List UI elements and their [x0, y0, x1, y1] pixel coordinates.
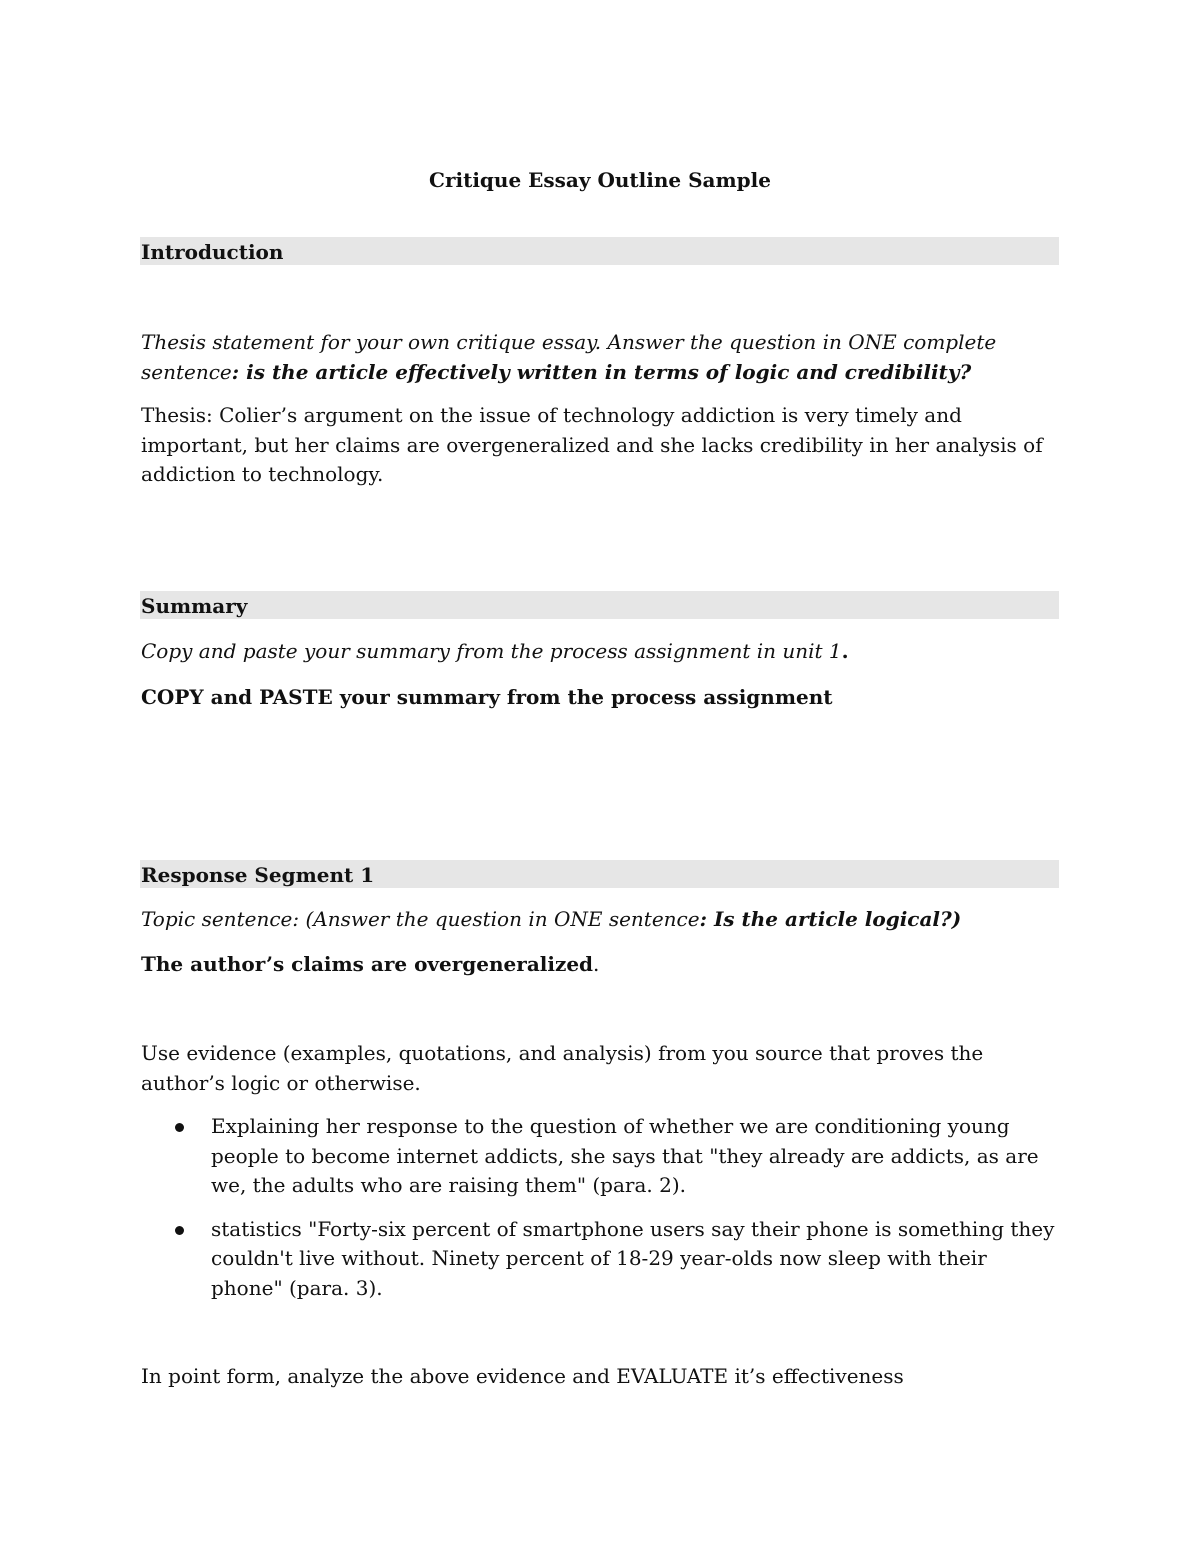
claim-sentence: [141, 950, 1061, 980]
evidence-bullet: [141, 1215, 1061, 1304]
document-title: Critique Essay Outline Sample: [429, 168, 771, 192]
evidence-bullet: [141, 1112, 1061, 1201]
summary-instruction-italic: Copy and paste your summary from the process assignment in unit 1: [141, 639, 842, 663]
bullet-dot-icon: [175, 1226, 184, 1235]
thesis-prompt-bold: : is the article effectively written in terms of logic and credibility?: [231, 359, 972, 384]
summary-heading: Summary: [141, 594, 248, 618]
thesis-statement: Thesis: Colier’s argument on the issue of technology addiction is very timely and important, but her claims are overgeneralized and she lacks credibility in her analysis of addiction to technology.: [141, 403, 1043, 486]
summary-instruction-end: .: [841, 639, 849, 663]
summary-instruction: [141, 637, 1061, 667]
introduction-heading: Introduction: [141, 240, 284, 264]
summary-body: COPY and PASTE your summary from the process assignment: [141, 685, 833, 709]
claim-end: .: [593, 952, 600, 976]
topic-sentence-bold: : Is the article logical?): [699, 907, 962, 931]
topic-sentence-italic: Topic sentence: (Answer the question in ONE sentence: [141, 907, 700, 931]
thesis-prompt: [141, 328, 1061, 387]
thesis-prompt-italic: Thesis statement for your own critique essay. Answer the question in ONE complete sentence: [141, 330, 997, 384]
topic-sentence-prompt: [141, 905, 1061, 935]
evidence-bullet-text: Explaining her response to the question of whether we are conditioning young people to become internet addicts, she says that "they already are addicts, as are we, the adults who are raising them" (para. 2).: [211, 1114, 1039, 1197]
evidence-instruction: Use evidence (examples, quotations, and analysis) from you source that proves the author’s logic or otherwise.: [141, 1041, 984, 1095]
response-segment-1-heading: Response Segment 1: [141, 863, 375, 887]
analysis-instruction: In point form, analyze the above evidence and EVALUATE it’s effectiveness: [141, 1364, 904, 1388]
summary-heading-shade: [140, 591, 1059, 619]
evidence-bullet-list: [141, 1112, 1061, 1303]
bullet-dot-icon: [175, 1123, 184, 1132]
evidence-bullet-text: statistics "Forty-six percent of smartphone users say their phone is something they couldn't live without. Ninety percent of 18-29 year-olds now sleep with their phone" (para. 3).: [211, 1216, 1055, 1300]
claim-text: The author’s claims are overgeneralized: [141, 952, 594, 976]
